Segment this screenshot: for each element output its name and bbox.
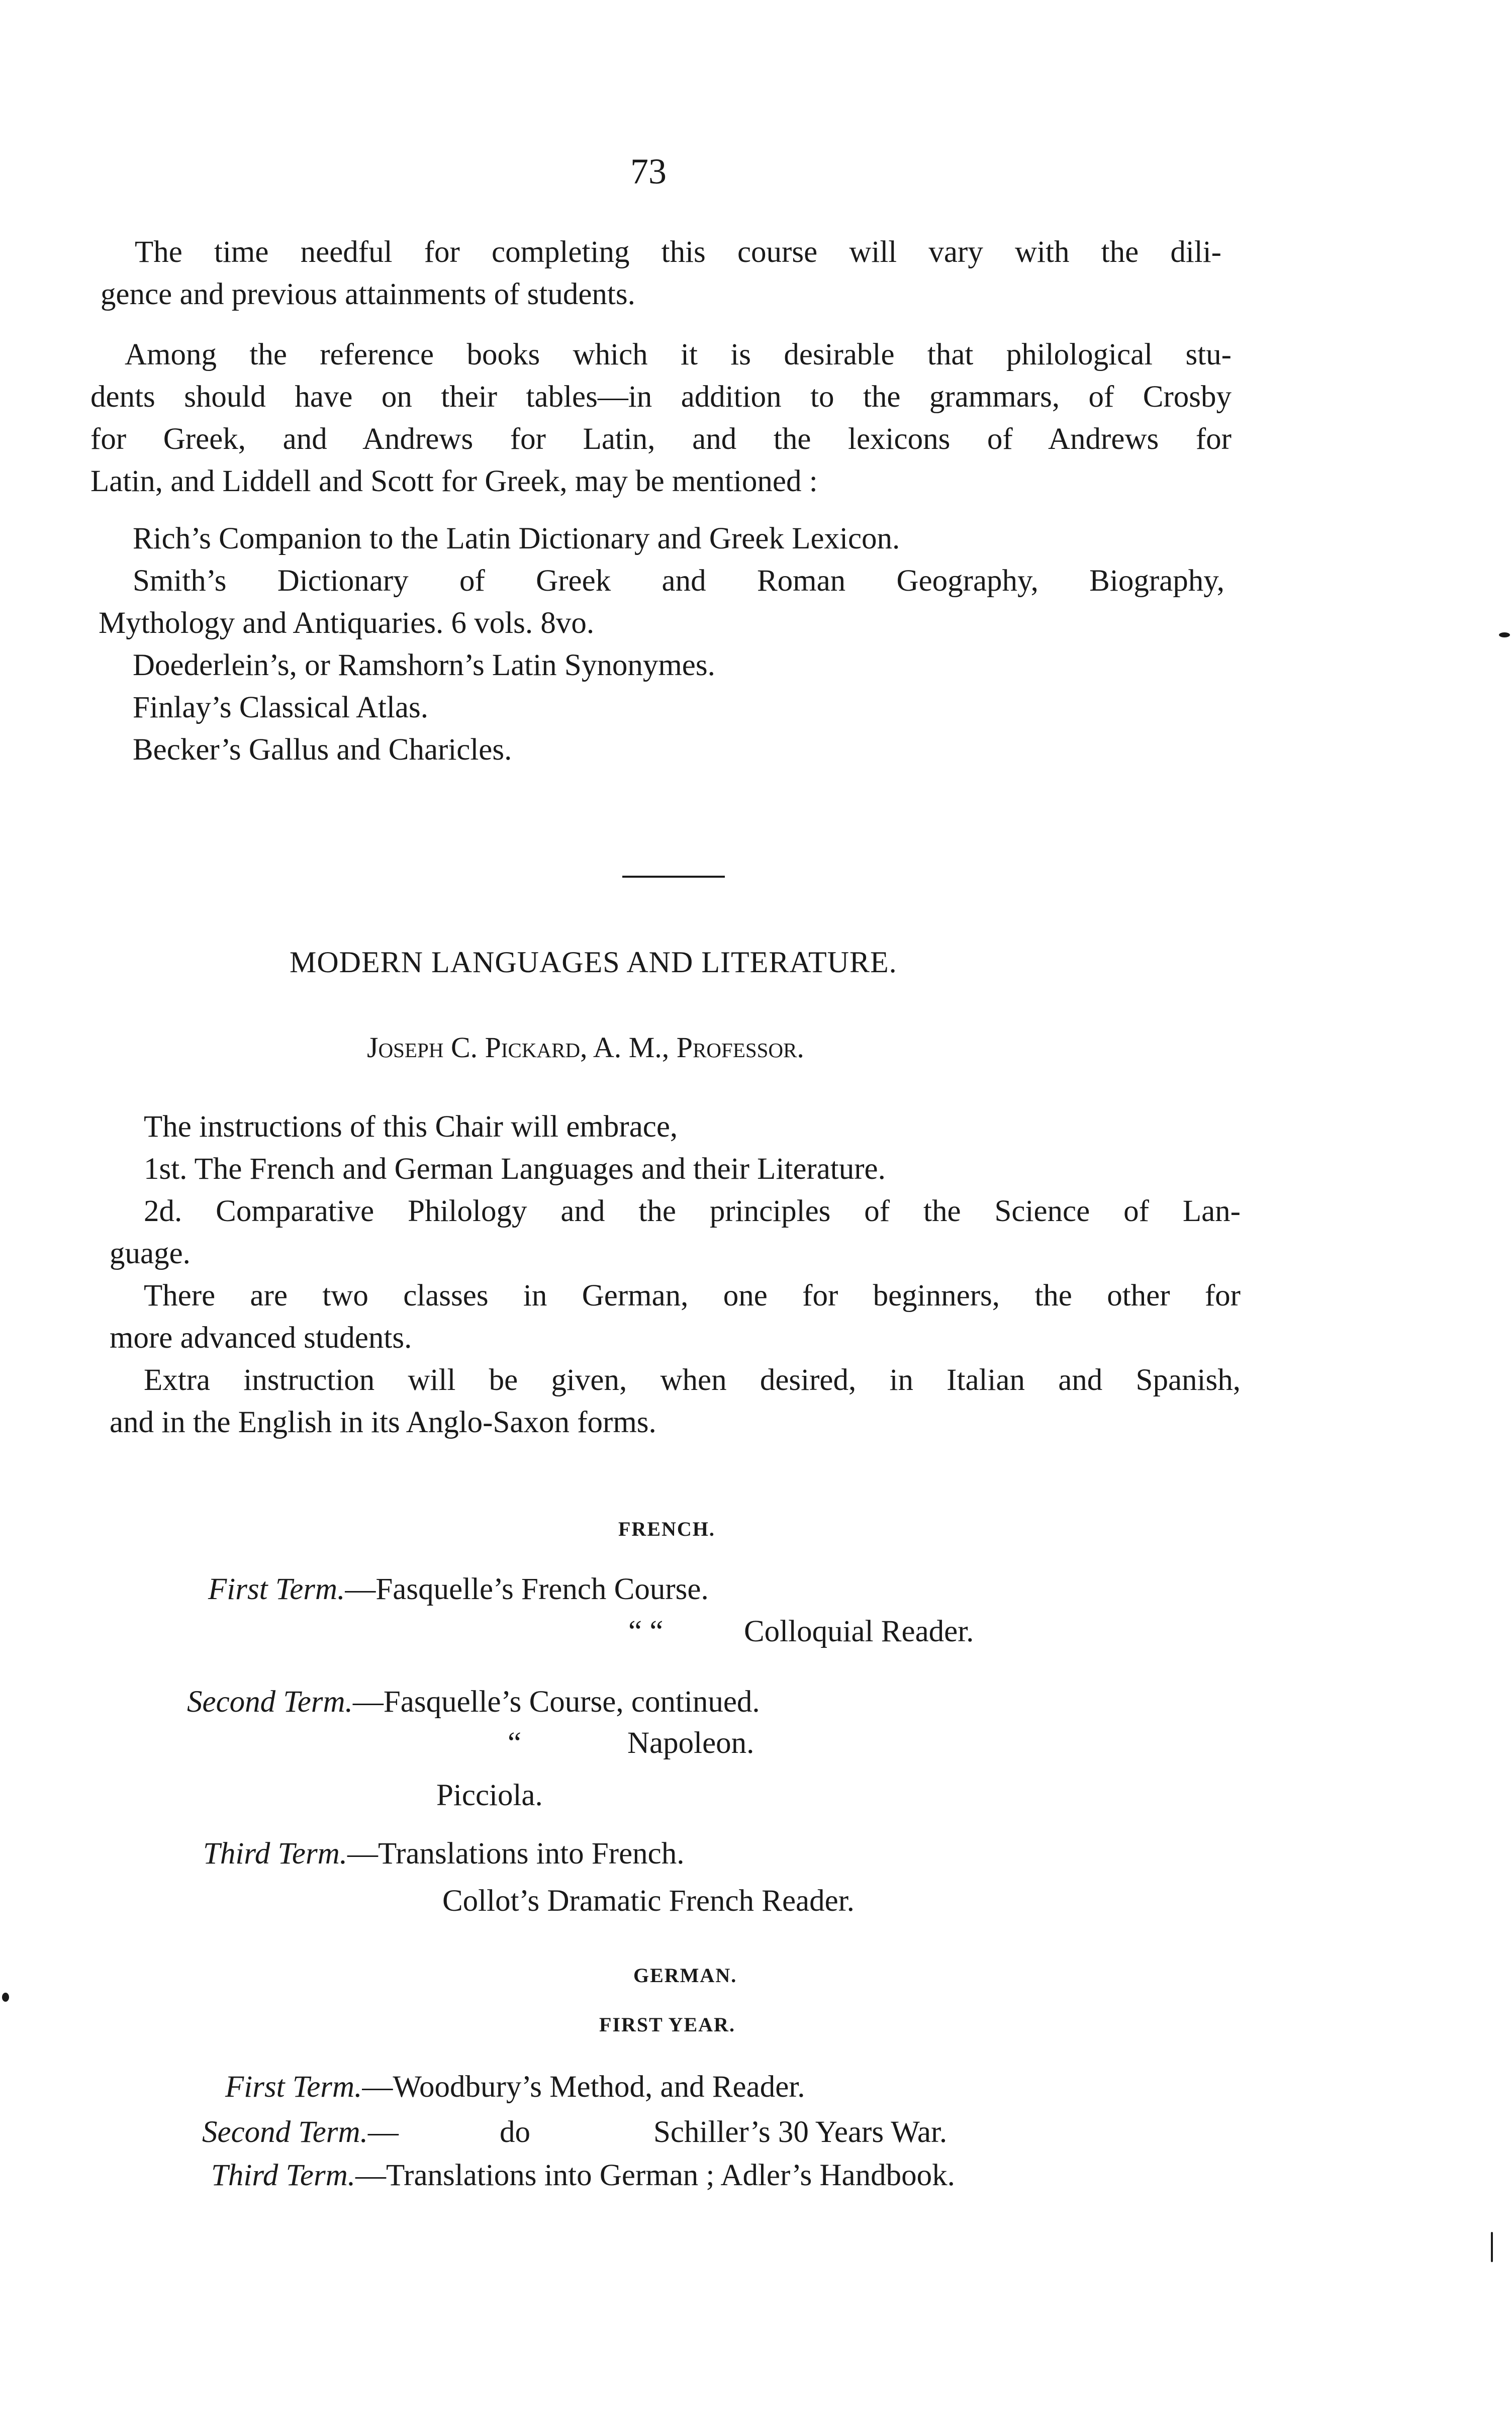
french-second-term-ditto: “ — [508, 1726, 522, 1760]
section-title: MODERN LANGUAGES AND LITERATURE. — [290, 946, 897, 979]
intro-paragraph-1 — [101, 231, 1221, 316]
text-line: and in the English in its Anglo-Saxon forms. — [110, 1406, 656, 1439]
german-first-year-heading: FIRST YEAR. — [599, 2013, 735, 2036]
print-mark — [2, 1993, 9, 2002]
term-label: Second Term. — [187, 1685, 353, 1719]
french-first-term-ditto: “ “ — [628, 1615, 664, 1648]
text-line: 2d. Comparative Philology and the principles of the Science of Lan- — [144, 1194, 1241, 1228]
list-item: Doederlein’s, or Ramshorn’s Latin Synonymes. — [133, 648, 715, 682]
german-second-term-2: Schiller’s 30 Years War. — [653, 2115, 948, 2149]
text-line: Among the reference books which it is desirable that philological stu- — [125, 338, 1232, 371]
intro-paragraph-2 — [90, 334, 1232, 503]
professor-line: Joseph C. Pickard, A. M., Professor. — [367, 1031, 804, 1064]
list-item: Mythology and Antiquaries. 6 vols. 8vo. — [99, 606, 595, 640]
list-item: Smith’s Dictionary of Greek and Roman Geography, Biography, — [133, 564, 1224, 598]
french-second-term — [187, 1681, 760, 1723]
german-third-term — [211, 2155, 955, 2197]
print-mark — [1499, 632, 1510, 637]
text-line: dents should have on their tables—in addition to the grammars, of Crosby — [90, 380, 1232, 414]
term-label: First Term. — [208, 1572, 345, 1606]
text-line: The time needful for completing this course will vary with the dili- — [135, 235, 1221, 269]
german-second-term — [202, 2111, 399, 2154]
course-text: —Fasquelle’s Course, continued. — [352, 1685, 760, 1719]
page-number: 73 — [630, 151, 667, 192]
text-line: gence and previous attainments of students. — [101, 277, 635, 311]
course-text: —Woodbury’s Method, and Reader. — [362, 2070, 805, 2104]
text-line: The instructions of this Chair will embrace, — [144, 1110, 678, 1144]
text-line: more advanced students. — [110, 1321, 412, 1355]
text-line: guage. — [110, 1237, 191, 1270]
text-line: Extra instruction will be given, when desired, in Italian and Spanish, — [144, 1363, 1241, 1397]
course-text: —Translations into French. — [347, 1837, 685, 1871]
list-item: Rich’s Companion to the Latin Dictionary and Greek Lexicon. — [133, 522, 900, 555]
course-text: —Translations into German ; Adler’s Handbook. — [355, 2159, 955, 2192]
text-line: There are two classes in German, one for beginners, the other for — [144, 1279, 1241, 1313]
german-second-term-do: do — [500, 2115, 530, 2149]
term-label: Third Term. — [203, 1837, 348, 1871]
text-line: 1st. The French and German Languages and their Literature. — [144, 1152, 886, 1186]
section-body — [110, 1106, 1241, 1444]
term-label: Second Term. — [202, 2115, 368, 2149]
term-label: Third Term. — [211, 2159, 356, 2192]
french-first-term — [208, 1568, 709, 1611]
course-text: — — [367, 2115, 399, 2149]
list-item: Finlay’s Classical Atlas. — [133, 691, 428, 724]
course-text: —Fasquelle’s French Course. — [345, 1572, 709, 1606]
french-third-term — [203, 1833, 684, 1875]
print-mark — [1491, 2232, 1493, 2262]
french-first-term-2: Colloquial Reader. — [744, 1615, 974, 1648]
french-third-term-2: Collot’s Dramatic French Reader. — [442, 1884, 855, 1918]
german-heading: GERMAN. — [633, 1964, 737, 1987]
term-label: First Term. — [225, 2070, 362, 2104]
french-second-term-3: Picciola. — [436, 1779, 543, 1812]
french-second-term-2: Napoleon. — [627, 1726, 754, 1760]
reference-books-list — [99, 518, 1224, 771]
text-line: for Greek, and Andrews for Latin, and the lexicons of Andrews for — [90, 422, 1232, 456]
text-line: Latin, and Liddell and Scott for Greek, may be mentioned : — [90, 464, 818, 498]
german-first-term — [225, 2066, 805, 2108]
french-heading: FRENCH. — [618, 1518, 715, 1540]
list-item: Becker’s Gallus and Charicles. — [133, 733, 512, 767]
section-divider — [622, 876, 725, 878]
